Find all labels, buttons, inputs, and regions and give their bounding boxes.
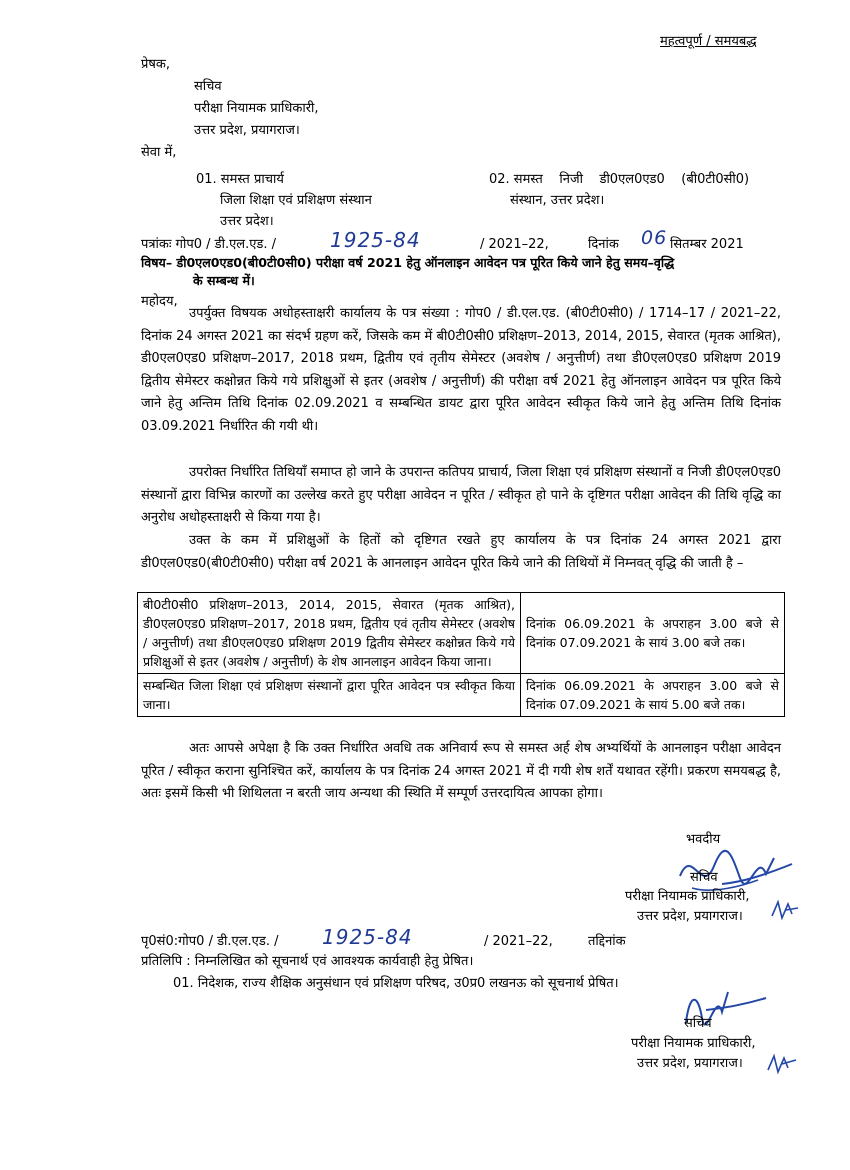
table-row: [138, 593, 785, 674]
reference-year: / 2021–22,: [480, 237, 549, 252]
sender-org: परीक्षा नियामक प्राधिकारी,: [194, 101, 319, 116]
endorsement-year: / 2021–22,: [484, 934, 553, 949]
signatory-org-2: परीक्षा नियामक प्राधिकारी,: [631, 1036, 756, 1051]
recipient-2-line1: 02. समस्त निजी डी0एल0एड0 (बी0टी0सी0): [489, 172, 750, 187]
copy-to-item-1: 01. निदेशक, राज्य शैक्षिक अनुसंधान एवं प्रशिक्षण परिषद, उ0प्र0 लखनऊ को सूचनार्थ प्रेषित।: [173, 976, 619, 991]
signatory-title-1: सचिव: [690, 870, 718, 885]
initials-mark-1: [768, 896, 800, 924]
signatory-place-2: उत्तर प्रदेश, प्रयागराज।: [637, 1056, 743, 1071]
recipient-2-line2: संस्थान, उत्तर प्रदेश।: [510, 193, 605, 208]
body-paragraph-1: उपर्युक्त विषयक अधोहस्ताक्षरी कार्यालय के पत्र संख्या : गोप0 / डी.एल.एड. (बी0टी0सी0) / 1714–17 / 2021–22, दिनांक 24 अगस्त 2021 का संदर्भ ग्रहण करें, जिसके कम में बी0टी0सी0 प्रशिक्षण–2013, 2014, 2015, सेवारत (मृतक आश्रित), डी0एल0एड0 प्रशिक्षण–2017, 2018 प्रथम, द्वितीय एवं तृतीय सेमेस्टर (अवशेष / अनुत्तीर्ण) तथा डी0एल0एड0 प्रशिक्षण 2019 द्वितीय सेमेस्टर कक्षोन्नत किये गये प्रशिक्षुओं से इतर (अवशेष / अनुत्तीर्ण) की परीक्षा वर्ष 2021 हेतु ऑनलाइन आवेदन पत्र पूरित किये जाने हेतु अन्तिम तिथि दिनांक 02.09.2021 व सम्बन्धित डायट द्वारा पूरित आवेदन स्वीकृत किये जाने हेतु अन्तिम तिथि दिनांक 03.09.2021 निर्धारित की गयी थी।: [141, 306, 781, 434]
recipient-label: सेवा में,: [141, 145, 177, 160]
subject-line1: विषय– डी0एल0एड0(बी0टी0सी0) परीक्षा वर्ष 2021 हेतु ऑनलाइन आवेदन पत्र पूरित किये जाने हेतु समय–वृद्धि: [141, 255, 675, 270]
reference-date-day-handwritten: 06: [641, 227, 668, 249]
signatory-title-2: सचिव: [684, 1016, 712, 1031]
salutation: महोदय,: [141, 294, 178, 309]
reference-prefix: पत्रांकः गोप0 / डी.एल.एड. /: [141, 237, 277, 252]
body-paragraph-2: उपरोक्त निर्धारित तिथियाँ समाप्त हो जाने के उपरान्त कतिपय प्राचार्य, जिला शिक्षा एवं प्रशिक्षण संस्थानों व निजी डी0एल0एड0 संस्थानों द्वारा विभिन्न कारणों का उल्लेख करते हुए परीक्षा आवेदन न पूरित / स्वीकृत हो पाने के दृष्टिगत परीक्षा आवेदन की तिथि वृद्धि का अनुरोध अधोहस्ताक्षरी से किया गया है।: [141, 465, 781, 525]
copy-to-label: प्रतिलिपि : निम्नलिखित को सूचनार्थ एवं आवश्यक कार्यवाही हेतु प्रेषित।: [141, 954, 474, 969]
recipient-1-line1: 01. समस्त प्राचार्य: [196, 172, 284, 187]
endorsement-date: तद्दिनांक: [588, 934, 626, 949]
table-row: [138, 674, 785, 717]
endorsement-number-handwritten: 1925-84: [322, 925, 413, 949]
initials-mark-2: [764, 1050, 800, 1078]
body-paragraph-4: अतः आपसे अपेक्षा है कि उक्त निर्धारित अवधि तक अनिवार्य रूप से समस्त अर्ह शेष अभ्यर्थियों के आनलाइन परीक्षा आवेदन पूरित / स्वीकृत कराना सुनिश्चित करें, कार्यालय के पत्र दिनांक 24 अगस्त 2021 में दी गयी शेष शर्तें यथावत रहेंगी। प्रकरण समयबद्ध है, अतः इसमें किसी भी शिथिलता न बरती जाय अन्यथा की स्थिति में सम्पूर्ण उत्तरदायित्व आपका होगा।: [141, 741, 781, 801]
priority-label: महत्वपूर्ण / समयबद्ध: [660, 34, 757, 49]
recipient-1-line3: उत्तर प्रदेश।: [220, 214, 274, 229]
sender-label: प्रेषक,: [141, 57, 171, 72]
table-cell-activity: बी0टी0सी0 प्रशिक्षण–2013, 2014, 2015, सेवारत (मृतक आश्रित), डी0एल0एड0 प्रशिक्षण–2017, 2018 प्रथम, द्वितीय एवं तृतीय सेमेस्टर (अवशेष / अनुत्तीर्ण) तथा डी0एल0एड0 प्रशिक्षण 2019 द्वितीय सेमेस्टर कक्षोन्नत किये गये प्रशिक्षुओं से इतर (अवशेष / अनुत्तीर्ण) के शेष आनलाइन आवेदन किया जाना।: [138, 593, 521, 674]
reference-number-handwritten: 1925-84: [330, 228, 421, 252]
recipient-1-line2: जिला शिक्षा एवं प्रशिक्षण संस्थान: [220, 193, 372, 208]
reference-date-label: दिनांक: [588, 237, 619, 252]
extension-schedule-table: [137, 592, 785, 717]
table-cell-activity: सम्बन्धित जिला शिक्षा एवं प्रशिक्षण संस्थानों द्वारा पूरित आवेदन पत्र स्वीकृत किया जाना।: [138, 674, 521, 717]
signatory-place-1: उत्तर प्रदेश, प्रयागराज।: [637, 909, 743, 924]
table-cell-dates: दिनांक 06.09.2021 के अपराहन 3.00 बजे से दिनांक 07.09.2021 के सायं 5.00 बजे तक।: [521, 674, 785, 717]
subject-line2: के सम्बन्ध में।: [193, 273, 255, 288]
sender-title: सचिव: [194, 79, 222, 94]
table-cell-dates: दिनांक 06.09.2021 के अपराहन 3.00 बजे से दिनांक 07.09.2021 के सायं 3.00 बजे तक।: [521, 593, 785, 674]
endorsement-prefix: पृ0सं0:गोप0 / डी.एल.एड. /: [141, 934, 279, 949]
reference-date-rest: सितम्बर 2021: [670, 237, 744, 252]
closing-yours-faithfully: भवदीय: [686, 832, 721, 847]
sender-place: उत्तर प्रदेश, प्रयागराज।: [194, 123, 300, 138]
signatory-org-1: परीक्षा नियामक प्राधिकारी,: [625, 889, 750, 904]
body-paragraph-3: उक्त के कम में प्रशिक्षुओं के हितों को दृष्टिगत रखते हुए कार्यालय के पत्र दिनांक 24 अगस्त 2021 द्वारा डी0एल0एड0(बी0टी0सी0) परीक्षा वर्ष 2021 के आनलाइन आवेदन पूरित किये जाने की तिथियों में निम्नवत् वृद्धि की जाती है –: [141, 533, 781, 571]
